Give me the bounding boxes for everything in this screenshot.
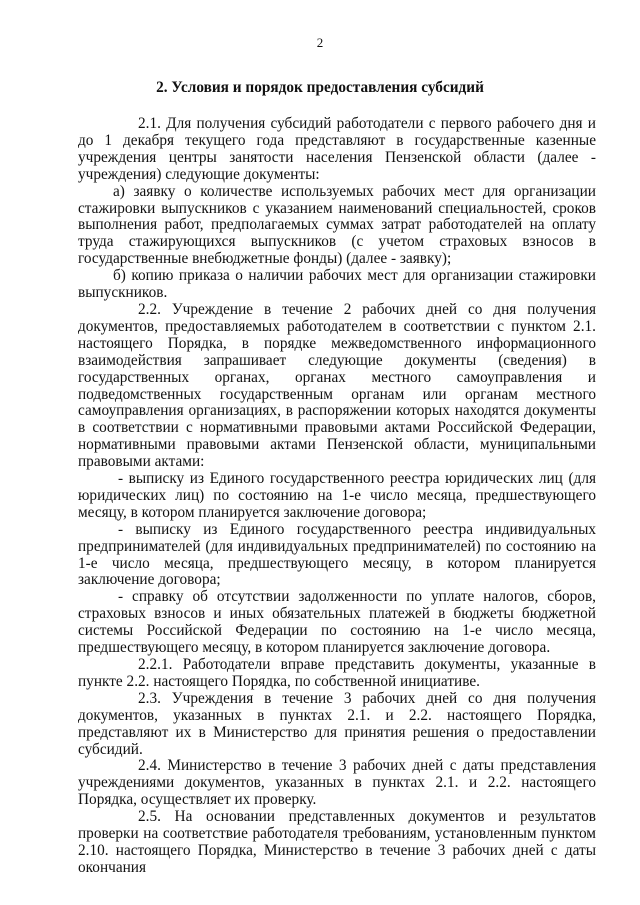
paragraph-2-2: 2.2. Учреждение в течение 2 рабочих дней со дня получения документов, предоставляемых работодателем в соответствии с пунктом 2.1. настоящего Порядка, в порядке межведомственного информационного взаимодействия запрашивает следующие документы (сведения) в государственных органах, органах местного самоуправления и подведомственных государственным органам или органам местного самоуправления организациях, в распоряжении которых находятся документы в соответствии с нормативными правовыми актами Российской Федерации, нормативными правовыми актами Пензенской области, муниципальными правовыми актами:: [78, 300, 596, 471]
paragraph-2-4: 2.4. Министерство в течение 3 рабочих дней с даты представления учреждениями документов, указанных в пунктах 2.1. и 2.2. настоящего Порядка, осуществляет их проверку.: [78, 757, 596, 809]
paragraph-2-2-item-1: - выписку из Единого государственного реестра юридических лиц (для юридических лиц) по состоянию на 1-е число месяца, предшествующего месяцу, в котором планируется заключение договора;: [78, 470, 596, 521]
paragraph-2-1-a: а) заявку о количестве используемых рабочих мест для организации стажировки выпускников с указанием наименований специальностей, сроков выполнения работ, предполагаемых суммах затрат работодателей на оплату труда стажирующихся выпускников (с учетом страховых взносов в государственные внебюджетные фонды) (далее - заявку);: [78, 182, 596, 268]
document-body: [78, 116, 596, 877]
paragraph-2-1: 2.1. Для получения субсидий работодатели с первого рабочего дня и до 1 декабря текущего года представляют в государственные казенные учреждения центры занятости населения Пензенской области (далее - учреждения) следующие документы:: [78, 115, 596, 183]
page-number: 2: [316, 35, 324, 50]
paragraph-2-2-item-3: - справку об отсутствии задолженности по уплате налогов, сборов, страховых взносов и иных обязательных платежей в бюджеты бюджетной системы Российской Федерации по состоянию на 1-е число месяца, предшествующего месяцу, в котором планируется заключение договора.: [78, 588, 596, 657]
paragraph-2-1-b: б) копию приказа о наличии рабочих мест для организации стажировки выпускников.: [78, 267, 596, 302]
paragraph-2-5: 2.5. На основании представленных документов и результатов проверки на соответствие работодателя требованиям, установленным пунктом 2.10. настоящего Порядка, Министерство в течение 3 рабочих дней с даты окончания: [78, 808, 596, 876]
section-title: 2. Условия и порядок предоставления субсидий: [156, 79, 484, 96]
paragraph-2-2-item-2: - выписку из Единого государственного реестра индивидуальных предпринимателей (для индивидуальных предпринимателей) по состоянию на 1-е число месяца, предшествующего месяцу, в котором планируется заключение договора;: [78, 520, 596, 589]
paragraph-2-2-1: 2.2.1. Работодатели вправе представить документы, указанные в пункте 2.2. настоящего Порядка, по собственной инициативе.: [78, 656, 596, 690]
paragraph-2-3: 2.3. Учреждения в течение 3 рабочих дней со дня получения документов, указанных в пунктах 2.1. и 2.2. настоящего Порядка, представляют их в Министерство для принятия решения о предоставлении субсидий.: [78, 689, 596, 758]
